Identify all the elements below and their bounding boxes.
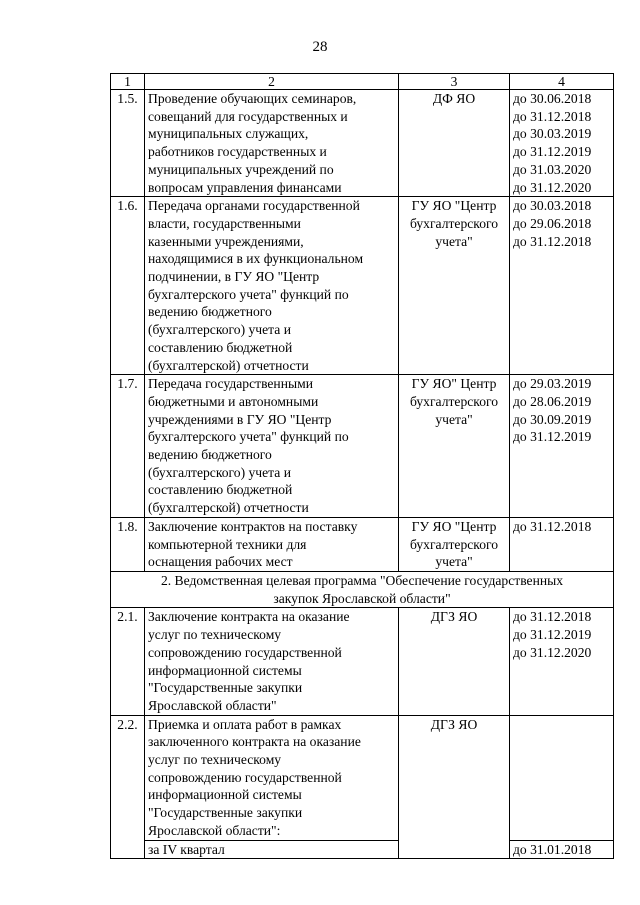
text-line: (бухгалтерской) отчетности	[148, 500, 309, 516]
row-description	[145, 197, 399, 375]
row-description	[145, 90, 399, 197]
text-line: Проведение обучающих семинаров,	[148, 91, 357, 106]
text-line: сопровождению государственной	[148, 644, 342, 660]
row-number: 1.5.	[111, 90, 145, 197]
header-col-2: 2	[145, 74, 399, 90]
row-executor	[399, 517, 510, 571]
date-line: до 31.12.2018	[513, 609, 592, 625]
text-line: ДГЗ ЯО	[430, 609, 478, 625]
text-line: "Государственные закупки	[148, 805, 303, 821]
table-subrow	[111, 840, 614, 859]
row-description	[145, 375, 399, 518]
row-number: 2.2.	[111, 715, 145, 859]
table-header-row	[111, 74, 614, 90]
text-line: 2. Ведомственная целевая программа "Обеспечение государственных	[160, 572, 564, 588]
text-line: ГУ ЯО "Центр	[411, 198, 497, 214]
page-number: 28	[312, 39, 328, 55]
text-line: учета"	[435, 233, 473, 249]
date-line: до 30.03.2018	[513, 198, 592, 214]
table-row	[111, 608, 614, 715]
text-line: ведению бюджетного	[148, 304, 272, 320]
text-line: сопровождению государственной	[148, 769, 342, 785]
table-row	[111, 517, 614, 571]
date-line: до 31.12.2019	[513, 144, 592, 160]
text-line: Передача органами государственной	[148, 198, 360, 214]
row-number: 2.1.	[111, 608, 145, 715]
text-line: (бухгалтерского) учета и	[148, 464, 291, 480]
row-number: 1.6.	[111, 197, 145, 375]
row-executor	[399, 90, 510, 197]
text-line: Приемка и оплата работ в рамках	[148, 716, 342, 732]
date-line: до 30.03.2019	[513, 126, 592, 142]
text-line: информационной системы	[148, 787, 302, 803]
text-line: учета"	[435, 411, 473, 427]
text-line: работников государственных и	[148, 144, 327, 160]
row-deadlines	[510, 197, 614, 375]
text-line: ведению бюджетного	[148, 447, 272, 463]
table-row	[111, 715, 614, 840]
date-line: до 31.12.2018	[513, 233, 592, 249]
row-deadlines	[510, 715, 614, 840]
date-line: до 30.06.2018	[513, 91, 592, 106]
text-line: Заключение контракта на оказание	[148, 609, 350, 625]
text-line: ДГЗ ЯО	[430, 716, 478, 732]
text-line: бухгалтерского учета" функций по	[148, 429, 349, 445]
date-line: до 30.09.2019	[513, 411, 592, 427]
date-line: до 31.03.2020	[513, 161, 592, 177]
date-line: до 31.12.2019	[513, 627, 592, 643]
text-line: информационной системы	[148, 662, 302, 678]
text-line: (бухгалтерской) отчетности	[148, 357, 309, 373]
date-line: до 31.12.2019	[513, 429, 592, 445]
text-line: совещаний для государственных и	[148, 108, 348, 124]
text-line: составлению бюджетной	[148, 339, 293, 355]
row-executor	[399, 375, 510, 518]
row-description	[145, 608, 399, 715]
text-line: бухгалтерского	[409, 215, 499, 231]
row-deadlines	[510, 517, 614, 571]
date-line: до 29.03.2019	[513, 376, 592, 392]
date-line: до 31.12.2020	[513, 179, 592, 195]
text-line: учреждениями в ГУ ЯО "Центр	[148, 411, 332, 427]
text-line: ГУ ЯО" Центр	[411, 376, 497, 392]
section-row	[111, 571, 614, 607]
text-line: муниципальных служащих,	[148, 126, 309, 142]
text-line: бухгалтерского учета" функций по	[148, 286, 349, 302]
plan-table	[110, 73, 614, 859]
text-line: ГУ ЯО "Центр	[411, 518, 497, 534]
table-row	[111, 375, 614, 518]
text-line: казенными учреждениями,	[148, 233, 304, 249]
row-description	[145, 517, 399, 571]
header-col-3: 3	[399, 74, 510, 90]
text-line: "Государственные закупки	[148, 680, 303, 696]
date-line: до 29.06.2018	[513, 215, 592, 231]
text-line: оснащения рабочих мест	[148, 554, 293, 570]
row-number: 1.7.	[111, 375, 145, 518]
table-row	[111, 197, 614, 375]
row-description	[145, 715, 399, 840]
text-line: составлению бюджетной	[148, 482, 293, 498]
text-line: муниципальных учреждений по	[148, 161, 334, 177]
header-col-1: 1	[111, 74, 145, 90]
row-executor	[399, 608, 510, 715]
text-line: закупок Ярославской области"	[273, 590, 451, 606]
subrow-deadline: до 31.01.2018	[510, 840, 614, 859]
text-line: компьютерной техники для	[148, 536, 307, 552]
date-line: до 28.06.2019	[513, 393, 592, 409]
text-line: услуг по техническому	[148, 627, 282, 643]
text-line: бухгалтерского	[409, 393, 499, 409]
date-line: до 31.12.2020	[513, 644, 592, 660]
text-line: услуг по техническому	[148, 752, 282, 768]
text-line: власти, государственными	[148, 215, 301, 231]
text-line: подчинении, в ГУ ЯО "Центр	[148, 269, 320, 285]
table-row	[111, 90, 614, 197]
text-line: бюджетными и автономными	[148, 393, 319, 409]
date-line: до 31.12.2018	[513, 518, 592, 534]
text-line: ДФ ЯО	[432, 91, 476, 106]
text-line: (бухгалтерского) учета и	[148, 322, 291, 338]
header-col-4: 4	[510, 74, 614, 90]
section-title	[111, 571, 614, 607]
row-executor	[399, 715, 510, 859]
row-executor	[399, 197, 510, 375]
text-line: учета"	[435, 554, 473, 570]
text-line: находящимися в их функциональном	[148, 251, 364, 267]
text-line: Передача государственными	[148, 376, 313, 392]
text-line: заключенного контракта на оказание	[148, 734, 361, 750]
text-line: Заключение контрактов на поставку	[148, 518, 358, 534]
text-line: Ярославской области":	[148, 822, 281, 838]
row-deadlines	[510, 375, 614, 518]
subrow-label: за IV квартал	[145, 840, 399, 859]
text-line: бухгалтерского	[409, 536, 499, 552]
text-line: Ярославской области"	[148, 697, 277, 713]
row-deadlines	[510, 90, 614, 197]
text-line: вопросам управления финансами	[148, 179, 342, 195]
row-deadlines	[510, 608, 614, 715]
date-line: до 31.12.2018	[513, 108, 592, 124]
row-number: 1.8.	[111, 517, 145, 571]
